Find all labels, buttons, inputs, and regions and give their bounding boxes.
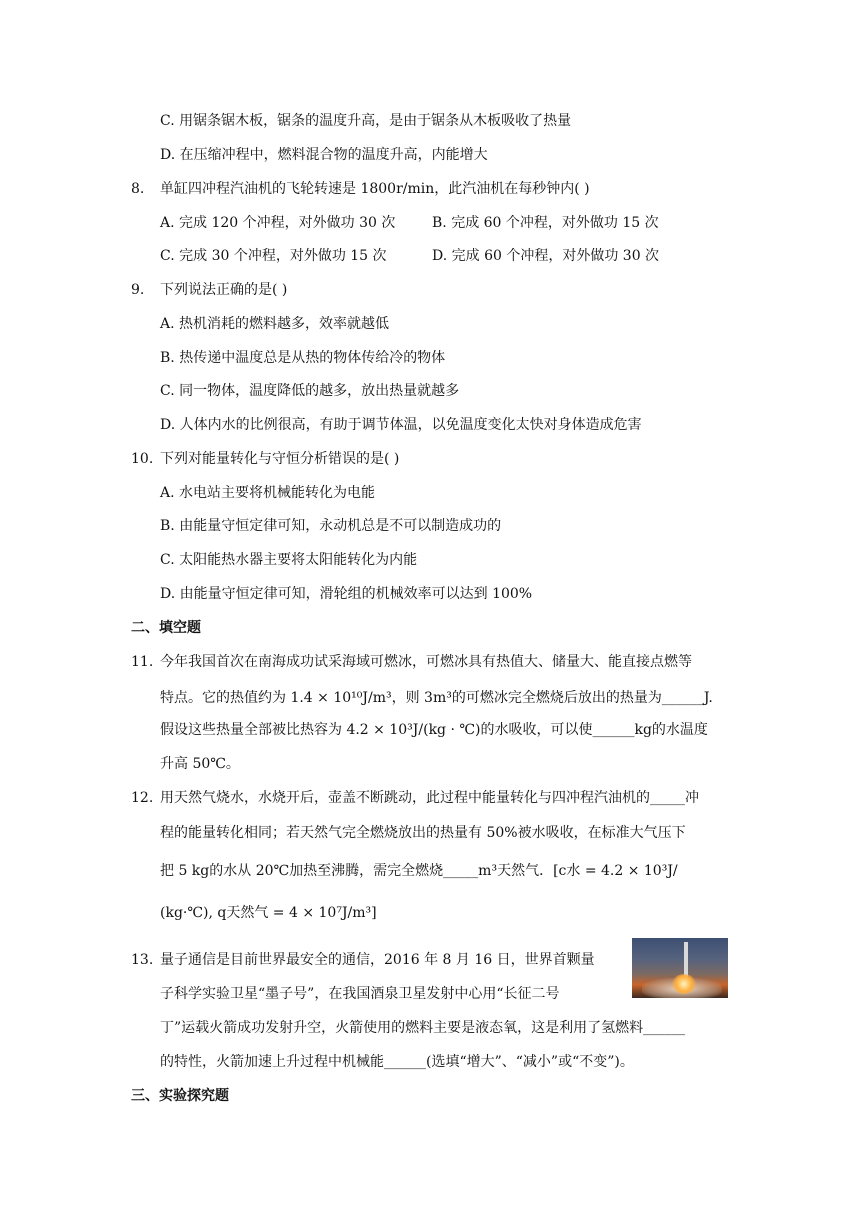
question-9-option-a: A. 热机消耗的燃料越多，效率就越低 [160,316,390,332]
question-8-option-c: C. 完成 30 个冲程，对外做功 15 次 [160,248,387,264]
question-10-option-d: D. 由能量守恒定律可知，滑轮组的机械效率可以达到 100% [160,586,533,602]
question-12-line-1: 用天然气烧水，水烧开后，壶盖不断跳动，此过程中能量转化与四冲程汽油机的_____冲 [160,790,699,806]
question-10-option-b: B. 由能量守恒定律可知，永动机总是不可以制造成功的 [160,518,502,534]
question-13-line-3: 丁”运载火箭成功发射升空，火箭使用的燃料主要是液态氧，这是利用了氢燃料______ [160,1020,686,1036]
question-8-option-a: A. 完成 120 个冲程，对外做功 30 次 [160,215,396,231]
question-12-number: 12. [131,790,154,806]
question-10-option-a: A. 水电站主要将机械能转化为电能 [160,485,376,501]
question-11-line-3: 假设这些热量全部被比热容为 4.2 × 10³J/(kg · ℃)的水吸收，可以使______kg的水温度 [160,722,708,738]
question-13-line-1: 量子通信是目前世界最安全的通信，2016 年 8 月 16 日，世界首颗量 [160,952,595,968]
question-10-number: 10. [131,451,154,467]
question-11-number: 11. [131,654,154,670]
question-10-option-c: C. 太阳能热水器主要将太阳能转化为内能 [160,552,418,568]
question-11-line-1: 今年我国首次在南海成功试采海域可燃冰，可燃冰具有热值大、储量大、能直接点燃等 [160,654,692,670]
question-7-option-d: D. 在压缩冲程中，燃料混合物的温度升高，内能增大 [160,147,488,163]
question-9-stem: 下列说法正确的是( ) [160,282,288,298]
question-13-line-2: 子科学实验卫星“墨子号”，在我国酒泉卫星发射中心用“长征二号 [160,986,560,1002]
question-9-number: 9. [131,282,145,298]
section-heading-fill-in: 二、填空题 [131,620,201,636]
question-8-stem: 单缸四冲程汽油机的飞轮转速是 1800r/min，此汽油机在每秒钟内( ) [160,181,590,197]
question-7-option-c: C. 用锯条锯木板，锯条的温度升高，是由于锯条从木板吸收了热量 [160,113,572,129]
rocket-flame [672,974,696,994]
question-9-option-d: D. 人体内水的比例很高，有助于调节体温，以免温度变化太快对身体造成危害 [160,417,642,433]
question-12-line-2: 程的能量转化相同；若天然气完全燃烧放出的热量有 50%被水吸收，在标准大气压下 [160,825,686,841]
question-10-stem: 下列对能量转化与守恒分析错误的是( ) [160,451,400,467]
question-9-option-b: B. 热传递中温度总是从热的物体传给冷的物体 [160,350,446,366]
question-11-line-2: 特点。它的热值约为 1.4 × 10¹⁰J/m³，则 3m³的可燃冰完全燃烧后放出的热量为______J. [160,690,713,706]
section-heading-experiment: 三、实验探究题 [131,1088,229,1104]
question-13-number: 13. [131,952,154,968]
question-9-option-c: C. 同一物体，温度降低的越多，放出热量就越多 [160,383,460,399]
question-12-line-4: (kg·℃), q天然气 = 4 × 10⁷J/m³] [160,905,377,921]
question-8-option-b: B. 完成 60 个冲程，对外做功 15 次 [432,215,659,231]
question-8-number: 8. [131,181,145,197]
question-8-option-d: D. 完成 60 个冲程，对外做功 30 次 [432,248,660,264]
rocket-launch-photo [632,938,728,998]
question-11-line-4: 升高 50℃。 [160,756,240,772]
question-13-line-4: 的特性，火箭加速上升过程中机械能______(选填“增大”、“减小”或“不变”)。 [160,1054,634,1070]
question-12-line-3: 把 5 kg的水从 20℃加热至沸腾，需完全燃烧_____m³天然气．[c水 = 4.2 × 10³J/ [160,863,678,879]
